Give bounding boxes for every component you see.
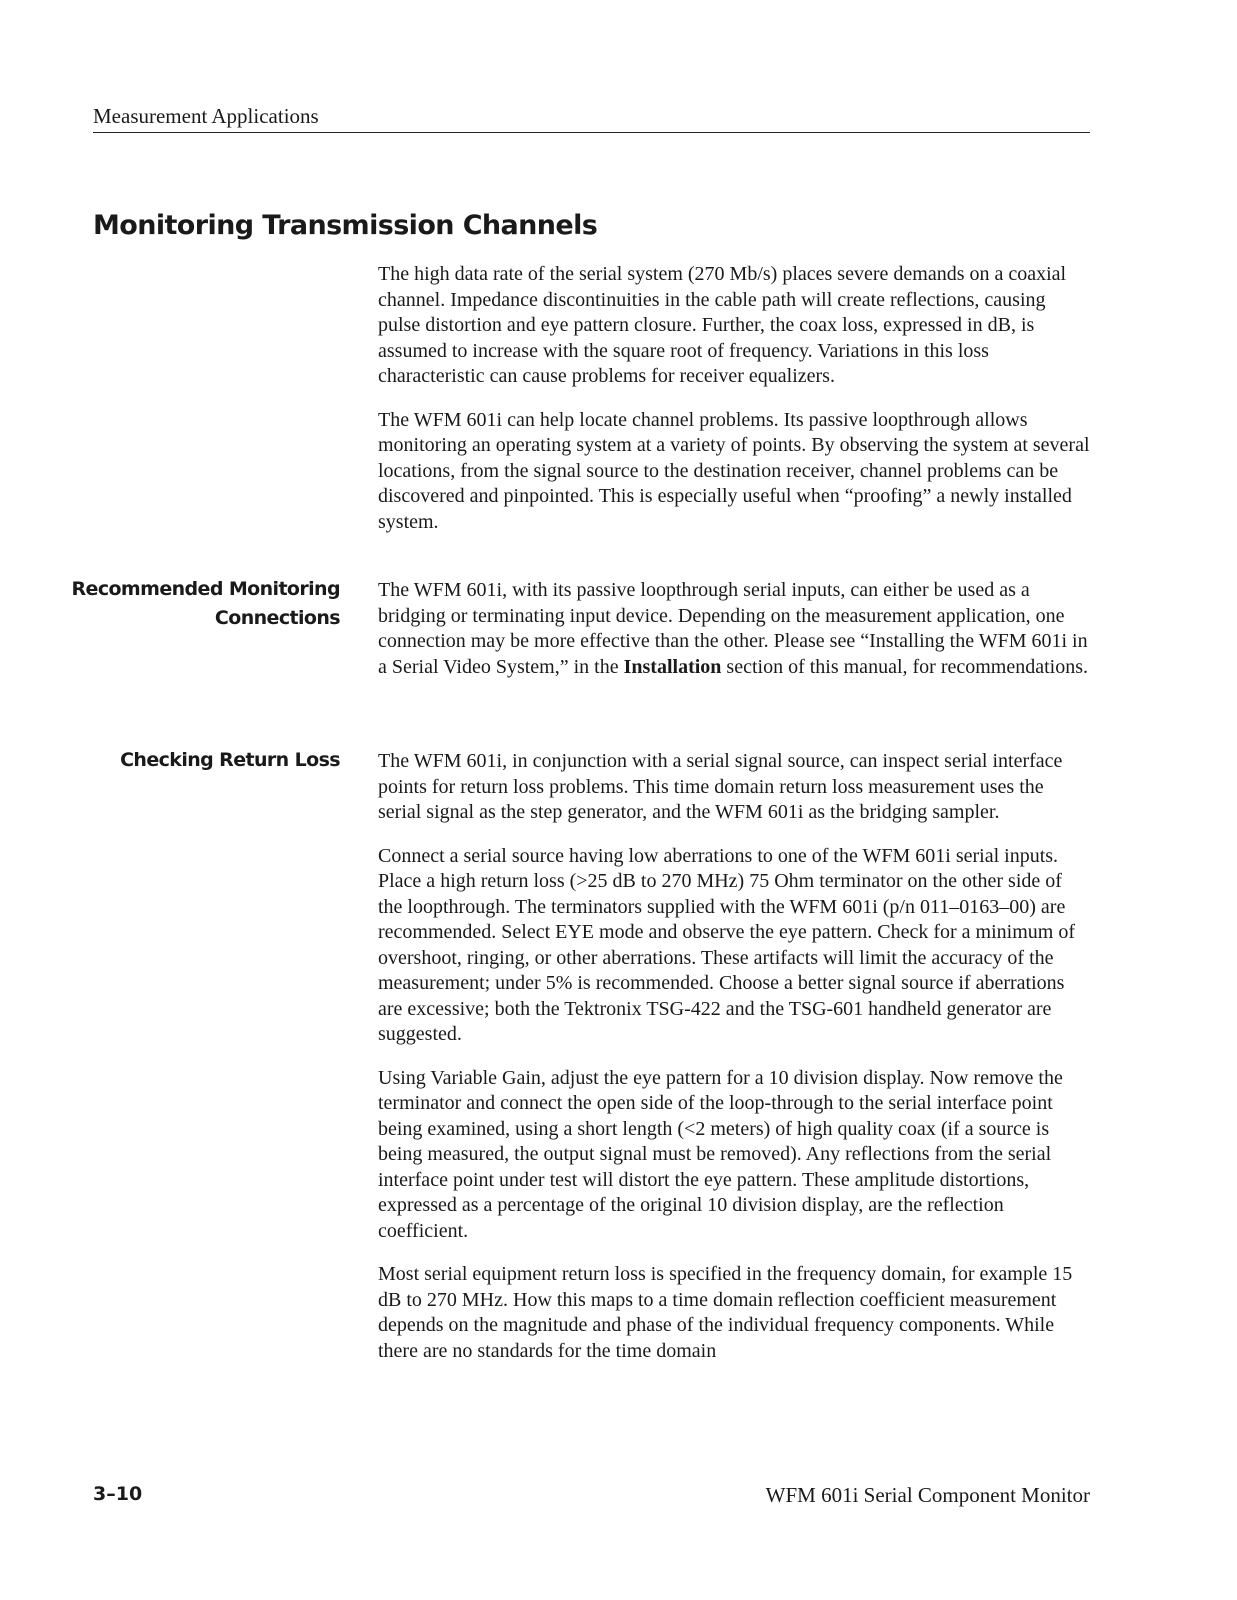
page-title: Monitoring Transmission Channels xyxy=(93,210,598,241)
return-loss-section xyxy=(378,749,1090,1382)
intro-section xyxy=(378,262,1090,553)
body-paragraph: The WFM 601i can help locate channel problems. Its passive loopthrough allows monitoring an operating system at a variety of points. By observing the system at several locations, from the signal source to the destination receiver, channel problems can be discovered and pinpointed. This is especially useful when “proofing” a newly installed system. xyxy=(378,408,1090,533)
page-number: 3–10 xyxy=(93,1483,143,1505)
body-paragraph: Most serial equipment return loss is specified in the frequency domain, for example 15 dB to 270 MHz. How this maps to a time domain reflection coefficient measurement depends on the magnitude and phase of the individual frequency components. While there are no standards for the time domain xyxy=(378,1263,1073,1362)
body-paragraph: Using Variable Gain, adjust the eye pattern for a 10 division display. Now remove the terminator and connect the open side of the loop-through to the serial interface point being examined, using a short length (<2 meters) of high quality coax (if a source is being measured, the output signal must be removed). Any reflections from the serial interface point under test will distort the eye pattern. These amplitude distortions, expressed as a percentage of the original 10 division display, are the reflection coefficient. xyxy=(378,1066,1063,1242)
running-header: Measurement Applications xyxy=(93,104,1090,133)
side-heading-recommended-connections xyxy=(60,575,340,633)
connections-section xyxy=(378,578,1090,698)
body-paragraph: The WFM 601i, in conjunction with a serial signal source, can inspect serial interface points for return loss problems. This time domain return loss measurement uses the serial signal as the step generator, and the WFM 601i as the bridging sampler. xyxy=(378,750,1063,823)
body-paragraph: The high data rate of the serial system (270 Mb/s) places severe demands on a coaxial channel. Impedance discontinuities in the cable path will create reflections, causing pulse distortion and eye pattern closure. Further, the coax loss, expressed in dB, is assumed to increase with the square root of frequency. Variations in this loss characteristic can cause problems for receiver equalizers. xyxy=(378,263,1067,387)
side-heading-line: Connections xyxy=(214,607,340,629)
body-paragraph: Connect a serial source having low aberrations to one of the WFM 601i serial inputs. Place a high return loss (>25 dB to 270 MHz) 75 Ohm terminator on the other side of the loopthrough. The terminators supplied with the WFM 601i (p/n 011–0163–00) are recommended. Select EYE mode and observe the eye pattern. Check for a minimum of overshoot, ringing, or other aberrations. These artifacts will limit the accuracy of the measurement; under 5% is recommended. Choose a better signal source if aberrations are excessive; both the Tektronix TSG-422 and the TSG-601 handheld generator are suggested. xyxy=(378,844,1075,1045)
side-heading-checking-return-loss: Checking Return Loss xyxy=(120,749,340,771)
installation-reference: Installation xyxy=(623,655,722,678)
side-heading-line: Recommended Monitoring xyxy=(71,578,340,600)
paragraph-text: The WFM 601i, with its passive loopthrough serial inputs, can either be used as a bridging or terminating input device. Depending on the measurement application, one connection may be more effective than the other. Please see “Installing the WFM 601i in a Serial Video System,” in the xyxy=(378,579,1088,678)
body-paragraph xyxy=(378,578,1090,680)
paragraph-text: section of this manual, for recommendations. xyxy=(721,655,1088,678)
manual-title: WFM 601i Serial Component Monitor xyxy=(765,1483,1090,1507)
